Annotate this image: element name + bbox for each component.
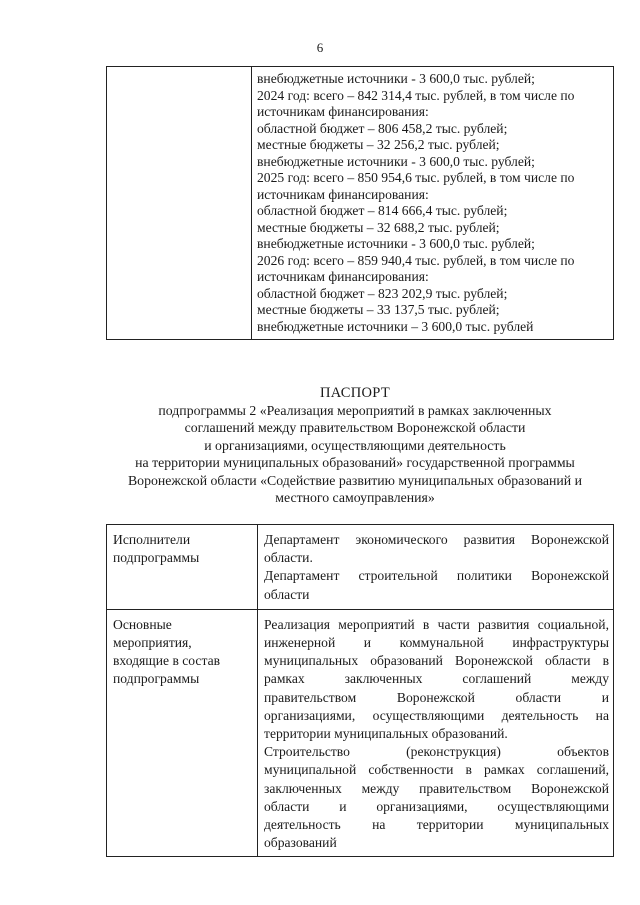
row-value-line: Департамент строительной политики Воронежской [264,568,609,584]
funding-line: местные бюджеты – 32 256,2 тыс. рублей; [257,137,500,152]
table-row [107,67,614,340]
funding-table [106,66,614,340]
row-value-line: инженерной и коммунальной инфраструктуры [264,635,609,651]
row-value-line: Департамент экономического развития Воронежской [264,532,609,547]
empty-label-cell [107,67,252,340]
row-value-line: области [264,586,310,602]
funding-line: 2024 год: всего – 842 314,4 тыс. рублей, в том числе по [257,87,575,103]
row-value-line: образований [264,835,337,851]
funding-line: местные бюджеты – 32 688,2 тыс. рублей; [257,219,500,235]
row-value-line: Строительство (реконструкция) объектов [264,744,609,760]
page-number: 6 [316,40,324,55]
row-label-line: Исполнители [113,532,191,547]
passport-subtitle-line: на территории муниципальных образований» государственной программы [135,455,575,471]
row-value-line: области и организациями, осуществляющими [264,798,609,814]
funding-line: внебюджетные источники - 3 600,0 тыс. рублей; [257,153,535,169]
row-label-line: подпрограммы [113,550,200,566]
funding-line: областной бюджет – 823 202,9 тыс. рублей; [257,285,508,301]
row-value-line: Реализация мероприятий в части развития социальной, [264,616,609,632]
passport-heading [80,384,630,506]
passport-subtitle-line: соглашений между правительством Воронежской области [184,420,526,436]
passport-subtitle-line: Воронежской области «Содействие развитию муниципальных образований и [127,472,583,488]
passport-table [106,524,614,857]
table-row [107,609,614,857]
row-label-line: мероприятия, [113,635,192,651]
passport-title: ПАСПОРТ [319,385,391,401]
funding-details-cell [252,67,614,340]
funding-line: внебюджетные источники - 3 600,0 тыс. рублей; [257,236,535,251]
passport-subtitle-line: местного самоуправления» [275,490,435,506]
executors-value-cell [258,525,614,610]
funding-line: 2026 год: всего – 859 940,4 тыс. рублей, в том числе по [257,252,575,268]
main-activities-value-cell [258,609,614,857]
funding-line: областной бюджет – 814 666,4 тыс. рублей; [257,203,508,218]
row-value-line: деятельность на территории муниципальных [264,817,609,833]
row-value-line: территории муниципальных образований. [264,726,508,742]
main-activities-label-cell [107,609,258,857]
table-row [107,525,614,610]
row-value-line: правительством Воронежской области и [264,689,609,705]
funding-line: 2025 год: всего – 850 954,6 тыс. рублей, в том числе по [257,170,575,185]
row-label-line: входящие в состав [113,653,221,669]
row-value-line: заключенных между правительством Воронежской [264,780,609,796]
funding-line: областной бюджет – 806 458,2 тыс. рублей; [257,120,508,136]
funding-line: источникам финансирования: [257,186,429,202]
executors-label-cell [107,525,258,610]
row-label-line: Основные [113,616,172,632]
funding-line: внебюджетные источники - 3 600,0 тыс. рублей; [257,71,535,86]
funding-line: внебюджетные источники – 3 600,0 тыс. рублей [257,318,534,334]
funding-line: источникам финансирования: [257,269,429,284]
funding-line: источникам финансирования: [257,104,429,119]
row-value-line: области. [264,550,313,566]
row-label-line: подпрограммы [113,671,200,687]
row-value-line: муниципальных образований Воронежской области в [264,653,609,669]
passport-subtitle-line: и организациями, осуществляющими деятельность [204,437,506,453]
passport-subtitle-line: подпрограммы 2 «Реализация мероприятий в рамках заключенных [158,403,552,418]
row-value-line: рамках заключенных соглашений между [264,671,609,687]
funding-line: местные бюджеты – 33 137,5 тыс. рублей; [257,302,500,317]
row-value-line: организациями, осуществляющими деятельность на [264,707,609,723]
row-value-line: муниципальной собственности в рамках соглашений, [264,762,609,778]
